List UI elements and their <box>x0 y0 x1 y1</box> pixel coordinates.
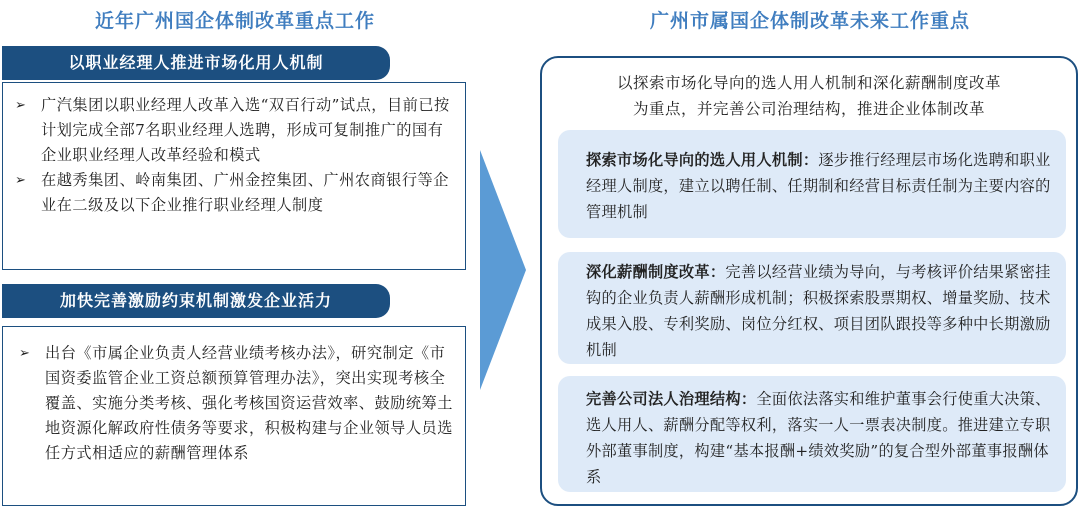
bullet-text: 在越秀集团、岭南集团、广州金控集团、广州农商银行等企业在二级及以下企业推行职业经理人制度 <box>41 171 449 214</box>
card-body: 完善以经营业绩为导向，与考核评价结果紧密挂钩的企业负责人薪酬形成机制；积极探索股票期权、增量奖励、技术成果入股、专利奖励、岗位分红权、项目团队跟投等多种中长期激励机制 <box>586 263 1051 359</box>
card-body: 全面依法落实和维护董事会行使重大决策、选人用人、薪酬分配等权利，落实一人一票表决制度。推进建立专职外部董事制度，构建“基本报酬+绩效奖励”的复合型外部董事报酬体系 <box>586 390 1051 486</box>
section-box-incentive <box>2 326 466 506</box>
bullet-item <box>19 341 455 466</box>
focus-card-talent <box>558 130 1066 238</box>
section-banner-incentive: 加快完善激励约束机制激发企业活力 <box>2 284 390 318</box>
bullet-text: 广汽集团以职业经理人改革入选“双百行动”试点，目前已按计划完成全部7名职业经理人选聘，形成可复制推广的国有企业职业经理人改革经验和模式 <box>41 96 450 164</box>
left-column-title: 近年广州国企体制改革重点工作 <box>94 10 375 32</box>
intro-line: 为重点，并完善公司治理结构，推进企业体制改革 <box>632 100 985 118</box>
bullet-item <box>15 168 455 218</box>
arrow-bullet-icon: ➢ <box>15 98 27 113</box>
arrow-bullet-icon: ➢ <box>15 173 27 188</box>
right-column-title: 广州市属国企体制改革未来工作重点 <box>649 10 970 32</box>
intro-text <box>542 70 1076 122</box>
card-heading: 探索市场化导向的选人用人机制： <box>586 151 819 169</box>
right-arrow-icon <box>478 150 528 390</box>
card-heading: 完善公司法人治理结构： <box>586 390 757 408</box>
section-banner-manager-reform: 以职业经理人推进市场化用人机制 <box>2 46 390 80</box>
arrow-bullet-icon: ➢ <box>19 346 31 361</box>
future-focus-panel <box>540 56 1078 506</box>
bullet-item <box>15 93 455 168</box>
arrow-shape <box>480 150 526 390</box>
bullet-text: 出台《市属企业负责人经营业绩考核办法》，研究制定《市国资委监管企业工资总额预算管理办法》，突出实现考核全覆盖、实施分类考核、强化考核国资运营效率、鼓励统筹土地资源化解政府性债务等要求，积极构建与企业领导人员选任方式相适应的薪酬管理体系 <box>45 344 453 462</box>
section-box-manager-reform <box>2 82 466 270</box>
card-body: 逐步推行经理层市场化选聘和职业经理人制度，建立以聘任制、任期制和经营目标责任制为主要内容的管理机制 <box>586 151 1051 221</box>
focus-card-compensation <box>558 252 1066 364</box>
focus-card-governance <box>558 376 1066 492</box>
card-heading: 深化薪酬制度改革： <box>586 263 726 281</box>
intro-line: 以探索市场化导向的选人用人机制和深化薪酬制度改革 <box>616 74 1001 92</box>
